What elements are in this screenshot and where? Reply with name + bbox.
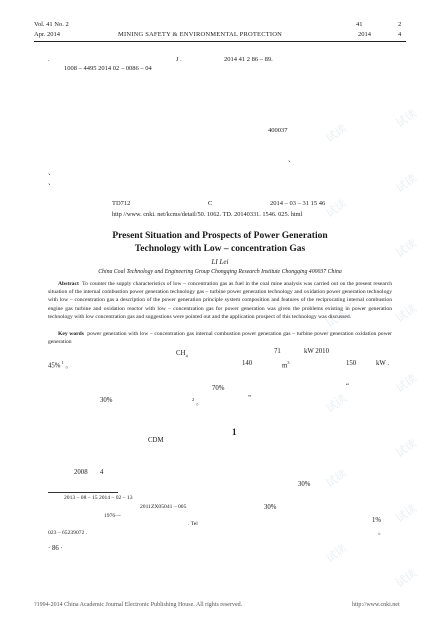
body-value: 71	[274, 348, 281, 355]
page-number: · 86 ·	[48, 545, 63, 552]
punct-mark: 。	[378, 529, 385, 536]
header-date: Apr. 2014	[34, 31, 60, 38]
watermark: 试读	[323, 466, 350, 491]
watermark: 试读	[393, 566, 420, 591]
keywords-text: power generation with low – concentration gas internal combustion power generation gas – turbine power generation oxidation power generation	[48, 331, 392, 346]
postal-code: 400037	[268, 127, 288, 134]
body-value: kW 2010	[304, 348, 329, 355]
watermark: 试读	[323, 306, 350, 331]
watermark: 试读	[393, 171, 420, 196]
watermark: 试读	[393, 371, 420, 396]
copyright-notice: ?1994-2014 China Academic Journal Electronic Publishing House. All rights reserved.	[34, 602, 243, 608]
footnote-rule	[48, 492, 118, 493]
body-value: 150	[346, 360, 357, 367]
header-issue-cn: 2	[398, 21, 402, 28]
watermark: 试读	[323, 541, 350, 566]
abstract-label: Abstract	[58, 281, 79, 287]
header-volume-cn: 41	[356, 21, 363, 28]
body-value: 1%	[372, 517, 382, 524]
section-number: 1	[232, 427, 237, 437]
watermark: 试读	[323, 196, 350, 221]
citation-ref-2: $^2$ 。	[192, 397, 203, 407]
body-value: 30%	[100, 397, 113, 404]
abstract-paragraph	[48, 280, 392, 321]
quote-mark: ”	[248, 395, 252, 402]
title-line-1: Present Situation and Prospects of Power Generation	[112, 231, 328, 241]
body-value: kW .	[376, 360, 390, 367]
abstract-text: To counter the supply characteristics of low – concentration gas as fuel in the coal mine analysis was carried out on the present research situation of the internal combustion power generation technology gas – turbine power generation technology and oxidation power generation technology with low – concentration gas a description of the power generation principle system composition and features of the reciprocating internal combustion engine gas turbine and oxidation reactor with low – concentration gas for power generation was given the problems existing in power generation technology with low concentration gas and suggestions were pointed out and the application prospect of this technology was discussed.	[48, 281, 392, 320]
footnote-tel-label: . Tel	[188, 521, 198, 527]
online-url[interactable]: http //www. cnki. net/kcms/detail/50. 1062. TD. 20140331. 1546. 025. html	[112, 211, 303, 218]
body-value: 45% $^1$ 。	[48, 360, 73, 370]
cnki-link[interactable]: http://www.cnki.net	[352, 602, 400, 608]
published-time: 2014 – 03 – 31 15 46	[270, 200, 326, 207]
author-affiliation: China Coal Technology and Engineering Group Chongqing Research Institute Chongqing 400037 China	[98, 269, 342, 275]
header-journal: MINING SAFETY & ENVIRONMENTAL PROTECTION	[118, 31, 283, 38]
watermark: 试读	[393, 436, 420, 461]
ch4-formula: $CH_4$	[176, 350, 188, 359]
punct-mark: 、	[48, 169, 55, 176]
unit-cubic-meter: $m^3$	[282, 360, 290, 370]
watermark: 试读	[393, 236, 420, 261]
citation-journal-mark: J .	[176, 56, 182, 63]
body-value: 140	[242, 360, 253, 367]
footnote-tel-number: 023 – 65239072 .	[48, 530, 88, 536]
header-rule	[34, 41, 406, 42]
body-value: 70%	[212, 385, 225, 392]
body-value: 30%	[298, 481, 311, 488]
punct-mark: 、	[48, 179, 55, 186]
quote-mark: “	[346, 383, 350, 390]
author-name: LI Lei	[211, 258, 229, 266]
header-month-cn: 4	[398, 31, 402, 38]
title-line-2: Technology with Low – concentration Gas	[134, 244, 306, 254]
keywords-paragraph	[48, 330, 392, 346]
punct-mark: 、	[288, 156, 295, 163]
citation-dot: .	[48, 56, 50, 63]
article-number: 1008 – 4495 2014 02 – 0086 – 04	[64, 65, 152, 72]
header-volume: Vol. 41 No. 2	[34, 21, 69, 28]
watermark: 试读	[323, 121, 350, 146]
watermark: 试读	[393, 106, 420, 131]
footnote-born: 1976—	[104, 513, 121, 519]
header-year-cn: 2014	[358, 31, 371, 38]
document-code: C	[208, 200, 213, 207]
watermark: 试读	[393, 501, 420, 526]
body-value: 4	[100, 469, 104, 476]
footnote-received: 2013 – 08 – 15 2014 – 02 – 13	[64, 495, 133, 501]
watermark: 试读	[323, 391, 350, 416]
watermark: 试读	[393, 301, 420, 326]
cdm-label: CDM	[148, 437, 164, 444]
footnote-fund: 2011ZX05041 – 005	[140, 504, 187, 510]
citation-ref: 2014 41 2 86 – 89.	[224, 56, 273, 63]
clc-number: TD712	[112, 200, 131, 207]
keywords-label: Key words	[58, 331, 84, 337]
body-value: 30%	[264, 504, 277, 511]
body-value: 2008	[74, 469, 88, 476]
